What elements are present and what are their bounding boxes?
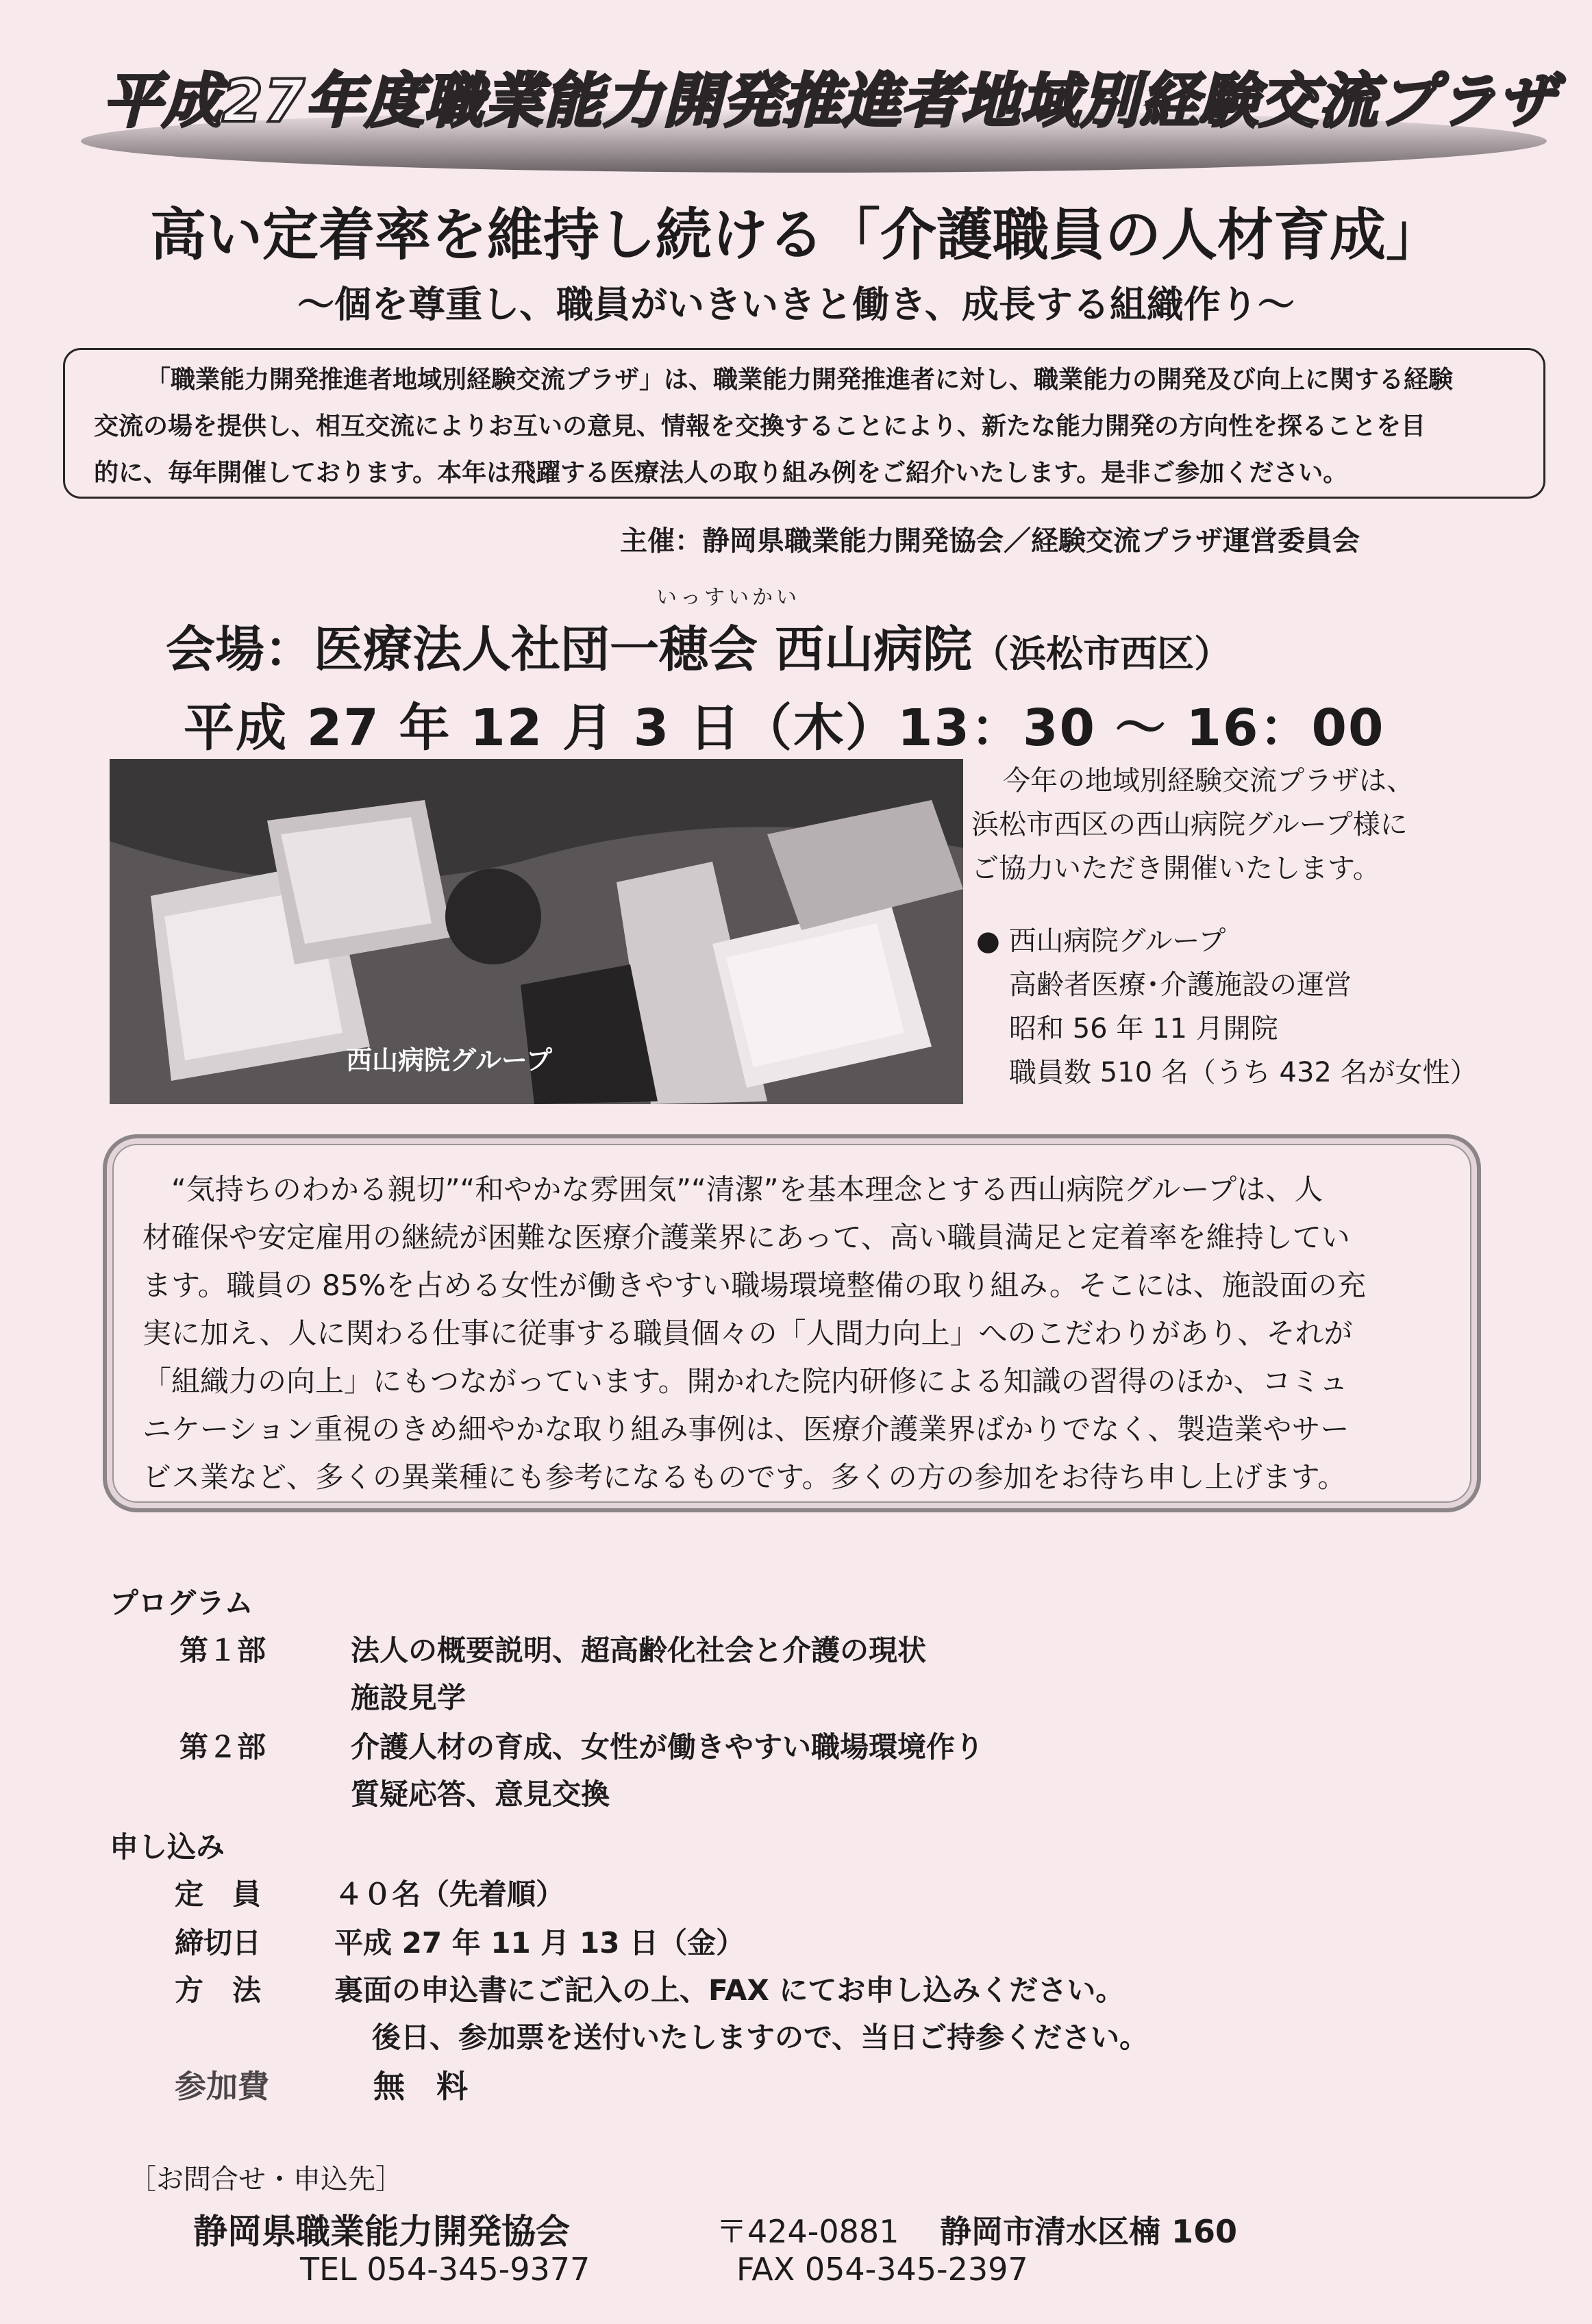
method-label: 方 法 [175, 1973, 262, 2007]
description-line: 実に加え、人に関わる仕事に従事する職員個々の「人間力向上」へのこだわりがあり、それが [142, 1316, 1353, 1350]
intro-line: 交流の場を提供し、相互交流によりお互いの意見、情報を交換することにより、新たな能力開発の方向性を探ることを目 [94, 412, 1426, 440]
venue-ruby: いっすいかい [656, 586, 800, 610]
side-intro [971, 759, 1414, 890]
fee-value: 無 料 [373, 2068, 468, 2105]
method-line: 裏面の申込書にご記入の上、FAX にてお申し込みください。 [334, 1973, 1125, 2007]
description-line: ます。職員の 85%を占める女性が働きやすい職場環境整備の取り組み。そこには、施設面の充 [142, 1269, 1366, 1302]
side-line: ご協力いただき開催いたします。 [971, 853, 1380, 884]
side-line: 今年の地域別経験交流プラザは、 [1003, 765, 1414, 797]
deadline-label: 締切日 [175, 1926, 262, 1960]
description-line: ニケーション重視のきめ細やかな取り組み事例は、医療介護業界ばかりでなく、製造業やサー [142, 1412, 1350, 1446]
contact-heading: ［お問合せ・申込先］ [129, 2164, 403, 2195]
group-line: 昭和 56 年 11 月開院 [1009, 1013, 1278, 1045]
page-title: 高い定着率を維持し続ける「介護職員の人材育成」 [149, 203, 1442, 268]
hospital-photo [110, 759, 963, 1104]
capacity-label: 定 員 [175, 1877, 262, 1911]
program-item: 施設見学 [351, 1681, 467, 1714]
event-datetime: 平成 27 年 12 月 3 日（木）13：30 ～ 16：00 [184, 699, 1385, 758]
program-item: 質疑応答、意見交換 [351, 1777, 610, 1811]
program-heading: プログラム [110, 1586, 253, 1620]
intro-box [63, 348, 1545, 499]
description-line: ビス業など、多くの異業種にも参考になるものです。多くの方の参加をお待ち申し上げます。 [142, 1460, 1347, 1494]
group-info [976, 919, 1478, 1095]
program-item: 介護人材の育成、女性が働きやすい職場環境作り [351, 1730, 984, 1764]
group-line: 高齢者医療･介護施設の運営 [1009, 969, 1352, 1001]
banner-title: 平成27年度職業能力開発推進者地域別経験交流プラザ [103, 67, 1557, 136]
description-box [103, 1134, 1481, 1512]
capacity-value: ４０名（先着順） [334, 1877, 565, 1911]
venue-line [166, 610, 1231, 681]
program-part-label: 第２部 [179, 1730, 266, 1764]
contact-address: 静岡市清水区楠 160 [940, 2213, 1238, 2250]
contact-organization: 静岡県職業能力開発協会 [193, 2212, 570, 2251]
method-line: 後日、参加票を送付いたしますので、当日ご持参ください。 [372, 2021, 1149, 2054]
side-line: 浜松市西区の西山病院グループ様に [971, 809, 1408, 840]
photo-caption: 西山病院グループ [346, 1045, 552, 1075]
intro-line: 「職業能力開発推進者地域別経験交流プラザ」は、職業能力開発推進者に対し、職業能力の開発及び向上に関する経験 [146, 366, 1454, 394]
deadline-value: 平成 27 年 11 月 13 日（金） [334, 1926, 745, 1960]
intro-line: 的に、毎年開催しております。本年は飛躍する医療法人の取り組み例をご紹介いたします。是非ご参加ください。 [94, 459, 1348, 487]
description-line: 「組織力の向上」にもつながっています。開かれた院内研修による知識の習得のほか、コミュ [142, 1364, 1348, 1398]
description-line: 材確保や安定雇用の継続が困難な医療介護業界にあって、高い職員満足と定着率を維持してい [142, 1221, 1350, 1254]
organizer: 主催：静岡県職業能力開発協会／経験交流プラザ運営委員会 [620, 525, 1360, 557]
page-subtitle: ～個を尊重し、職員がいきいきと働き、成長する組織作り～ [297, 283, 1295, 326]
group-line: 職員数 510 名（うち 432 名が女性） [1009, 1057, 1478, 1088]
description-line: “気持ちのわかる親切”“和やかな雰囲気”“清潔”を基本理念とする西山病院グループは、人 [171, 1173, 1323, 1206]
group-name: ● 西山病院グループ [976, 925, 1226, 957]
contact-fax: FAX 054-345-2397 [736, 2251, 1028, 2288]
venue-label: 会場：医療法人社団一穂会 西山病院 [166, 621, 973, 678]
contact-tel: TEL 054-345-9377 [300, 2251, 590, 2288]
fee-label: 参加費 [175, 2068, 269, 2105]
program-item: 法人の概要説明、超高齢化社会と介護の現状 [351, 1634, 927, 1667]
program-part-label: 第１部 [179, 1634, 266, 1667]
application-heading: 申し込み [110, 1830, 225, 1864]
contact-postal: 〒424-0881 [716, 2213, 899, 2250]
venue-location: （浜松市西区） [972, 632, 1232, 675]
